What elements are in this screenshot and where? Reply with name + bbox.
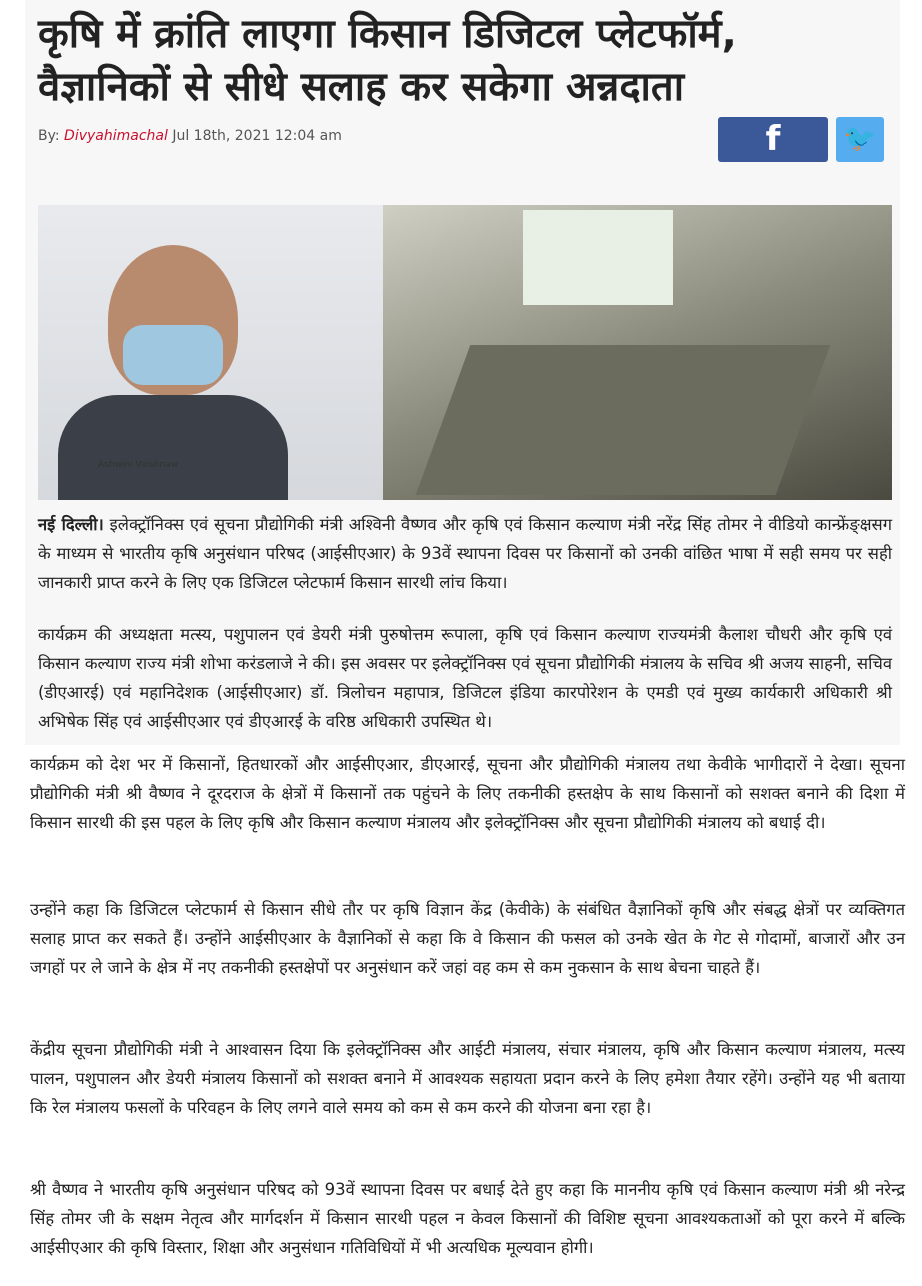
twitter-icon: 🐦: [843, 124, 877, 154]
paragraph: कार्यक्रम की अध्यक्षता मत्स्य, पशुपालन एवं डेयरी मंत्री पुरुषोत्तम रूपाला, कृषि एवं किसान कल्याण राज्यमंत्री कैलाश चौधरी और कृषि एवं किसान कल्याण राज्य मंत्री शोभा करंडलाजे ने की। इस अवसर पर इलेक्ट्रॉनिक्स एवं सूचना प्रौद्योगिकी मंत्रालय के सचिव श्री अजय साहनी, सचिव (डीएआरई) एवं महानिदेशक (आईसीएआर) डॉ. त्रिलोचन महापात्र, डिजिटल इंडिया कारपोरेशन के एमडी एवं मुख्य कार्यकारी अधिकारी श्री अभिषेक सिंह एवं आईसीएआर एवं डीएआरई के वरिष्ठ अधिकारी उपस्थित थे।: [38, 625, 892, 731]
paragraph: उन्होंने कहा कि डिजिटल प्लेटफार्म से किसान सीधे तौर पर कृषि विज्ञान केंद्र (केवीके) के संबंधित वैज्ञानिकों कृषि और संबद्ध क्षेत्रों पर व्यक्तिगत सलाह प्राप्त कर सकते हैं। उन्होंने आईसीएआर के वैज्ञानिकों से कहा कि वे किसान की फसल को उनके खेत के गेट से गोदामों, बाजारों और उन जगहों पर ले जाने के क्षेत्र में नए तकनीकी हस्तक्षेपों पर अनुसंधान करें जहां वह कम से कम नुकसान के साथ बेचना चाहते हैं।: [30, 900, 905, 977]
publish-date: Jul 18th, 2021 12:04 am: [172, 128, 342, 144]
video-feed-panel: [38, 205, 383, 500]
author-link[interactable]: Divyahimachal: [64, 128, 168, 144]
paragraph: [38, 510, 892, 597]
article-title: कृषि में क्रांति लाएगा किसान डिजिटल प्लेटफॉर्म, वैज्ञानिकों से सीधे सलाह कर सकेगा अन्नदाता: [38, 11, 737, 110]
byline: [38, 128, 342, 144]
paragraph: केंद्रीय सूचना प्रौद्योगिकी मंत्री ने आश्वासन दिया कि इलेक्ट्रॉनिक्स और आईटी मंत्रालय, संचार मंत्रालय, कृषि और किसान कल्याण मंत्रालय, मत्स्य पालन, पशुपालन और डेयरी मंत्रालय किसानों को सशक्त बनाने में आवश्यक सहायता प्रदान करने के लिए हमेशा तैयार रहेंगे। उन्होंने यह भी बताया कि रेल मंत्रालय फसलों के परिवहन के लिए लगने वाले समय को कम से कम करने की योजना बना रहा है।: [30, 1040, 905, 1117]
twitter-share-button[interactable]: [836, 117, 884, 162]
by-label: By:: [38, 128, 60, 144]
conference-room-panel: [383, 205, 892, 500]
article-photo: [38, 205, 892, 500]
dateline: नई दिल्ली।: [38, 515, 104, 534]
paragraph-text: इलेक्ट्रॉनिक्स एवं सूचना प्रौद्योगिकी मंत्री अश्विनी वैष्णव और कृषि एवं किसान कल्याण मंत्री नरेंद्र सिंह तोमर ने वीडियो कान्फ्रेंङ्क्षसग के माध्यम से भारतीय कृषि अनुसंधान परिषद (आईसीएआर) के 93वें स्थापना दिवस पर किसानों को उनकी वांछित भाषा में सही समय पर सही जानकारी प्राप्त करने के लिए एक डिजिटल प्लेटफार्म किसान सारथी लांच किया।: [38, 515, 892, 592]
paragraph: श्री वैष्णव ने भारतीय कृषि अनुसंधान परिषद को 93वें स्थापना दिवस पर बधाई देते हुए कहा कि माननीय कृषि एवं किसान कल्याण मंत्री श्री नरेन्द्र सिंह तोमर जी के सक्षम नेतृत्व और मार्गदर्शन में किसान सारथी पहल न केवल किसानों की विशिष्ट सूचना आवश्यकताओं को पूरा करने में बल्कि आईसीएआर की कृषि विस्तार, शिक्षा और अनुसंधान गतिविधियों में भी अत्यधिक मूल्यवान होगी।: [30, 1180, 905, 1257]
feed-name-label: Ashwini Vaishnaw: [98, 460, 178, 470]
facebook-icon: f: [765, 119, 781, 159]
paragraph: कार्यक्रम को देश भर में किसानों, हितधारकों और आईसीएआर, डीएआरई, सूचना और प्रौद्योगिकी मंत्रालय तथा केवीके भागीदारों ने देखा। सूचना प्रौद्योगिकी मंत्री श्री वैष्णव ने दूरदराज के क्षेत्रों में किसानों तक पहुंचने के लिए तकनीकी हस्तक्षेप के साथ किसानों को सशक्त बनाने की दिशा में किसान सारथी की इस पहल के लिए कृषि और किसान कल्याण मंत्रालय और इलेक्ट्रॉनिक्स और सूचना प्रौद्योगिकी मंत्रालय को बधाई दी।: [30, 755, 905, 832]
facebook-share-button[interactable]: [718, 117, 828, 162]
